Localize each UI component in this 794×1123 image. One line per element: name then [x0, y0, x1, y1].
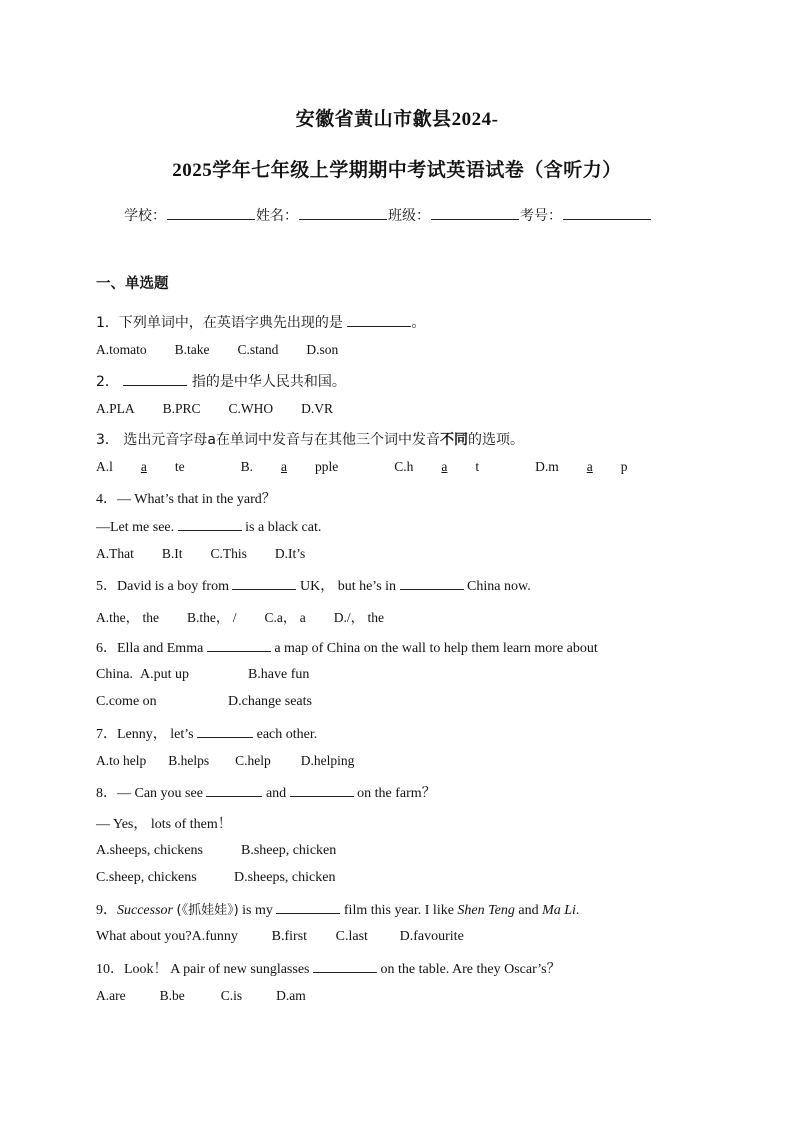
- question-3-options: A.l a te B. a pple C.h a t D.m a p: [96, 459, 628, 474]
- question-4: 4．— What’s that in the yard？: [96, 492, 276, 507]
- question-5-options: A.the， the B.the， / C.a， a D./， the: [96, 610, 384, 625]
- answer-blank: [276, 901, 340, 914]
- exam-title-line2: 2025学年七年级上学期期中考试英语试卷（含听力）: [172, 160, 622, 181]
- section-title: 一、单选题: [96, 276, 169, 292]
- question-6: 6．Ella and Emma a map of China on the wall to help them learn more about: [96, 641, 598, 656]
- class-label: 班级：: [388, 208, 430, 224]
- school-label: 学校：: [124, 208, 166, 224]
- question-10-options: A.are B.be C.is D.am: [96, 988, 306, 1003]
- student-info-row: [124, 205, 652, 225]
- question-8: 8．— Can you see and on the farm？: [96, 786, 436, 801]
- question-8-options-row1: A.sheeps, chickens B.sheep, chicken: [96, 843, 337, 858]
- answer-blank: [197, 725, 253, 738]
- question-3: 3． 选出元音字母a在单词中发音与在其他三个词中发音不同的选项。: [96, 432, 524, 448]
- question-10: 10．Look！ A pair of new sunglasses on the table. Are they Oscar’s？: [96, 962, 561, 977]
- answer-blank: [178, 518, 242, 531]
- question-7-options: A.to help B.helps C.help D.helping: [96, 753, 355, 768]
- question-5: 5．David is a boy from UK， but he’s in China now.: [96, 579, 531, 594]
- exam-no-blank: [563, 206, 651, 220]
- name-blank: [299, 206, 387, 220]
- answer-blank: [290, 784, 354, 797]
- exam-no-label: 考号：: [520, 208, 562, 224]
- question-2: 2． 指的是中华人民共和国。: [96, 374, 346, 390]
- question-4-line2: —Let me see. is a black cat.: [96, 520, 322, 535]
- question-4-options: A.That B.It C.This D.It’s: [96, 546, 306, 561]
- question-6-line2: China. A.put up B.have fun: [96, 667, 310, 682]
- answer-blank: [123, 373, 187, 386]
- question-9: 9．Successor (《抓娃娃》) is my film this year. I like Shen Teng and Ma Li.: [96, 903, 580, 918]
- question-6-options-row2: C.come on D.change seats: [96, 694, 312, 709]
- question-8-line2: — Yes， lots of them！: [96, 817, 232, 832]
- class-blank: [431, 206, 519, 220]
- answer-blank: [347, 314, 411, 327]
- question-2-options: A.PLA B.PRC C.WHO D.VR: [96, 401, 334, 416]
- name-label: 姓名：: [256, 208, 298, 224]
- answer-blank: [232, 577, 296, 590]
- question-1-options: A.tomato B.take C.stand D.son: [96, 342, 339, 357]
- answer-blank: [206, 784, 262, 797]
- question-8-options-row2: C.sheep, chickens D.sheeps, chicken: [96, 870, 336, 885]
- exam-title-line1: 安徽省黄山市歙县2024-: [295, 109, 499, 130]
- answer-blank: [400, 577, 464, 590]
- question-9-line2: What about you?A.funny B.first C.last D.favourite: [96, 929, 464, 944]
- question-1: 1．下列单词中，在英语字典先出现的是 。: [96, 315, 426, 331]
- school-blank: [167, 206, 255, 220]
- answer-blank: [207, 639, 271, 652]
- question-7: 7．Lenny， let’s each other.: [96, 727, 318, 742]
- answer-blank: [313, 960, 377, 973]
